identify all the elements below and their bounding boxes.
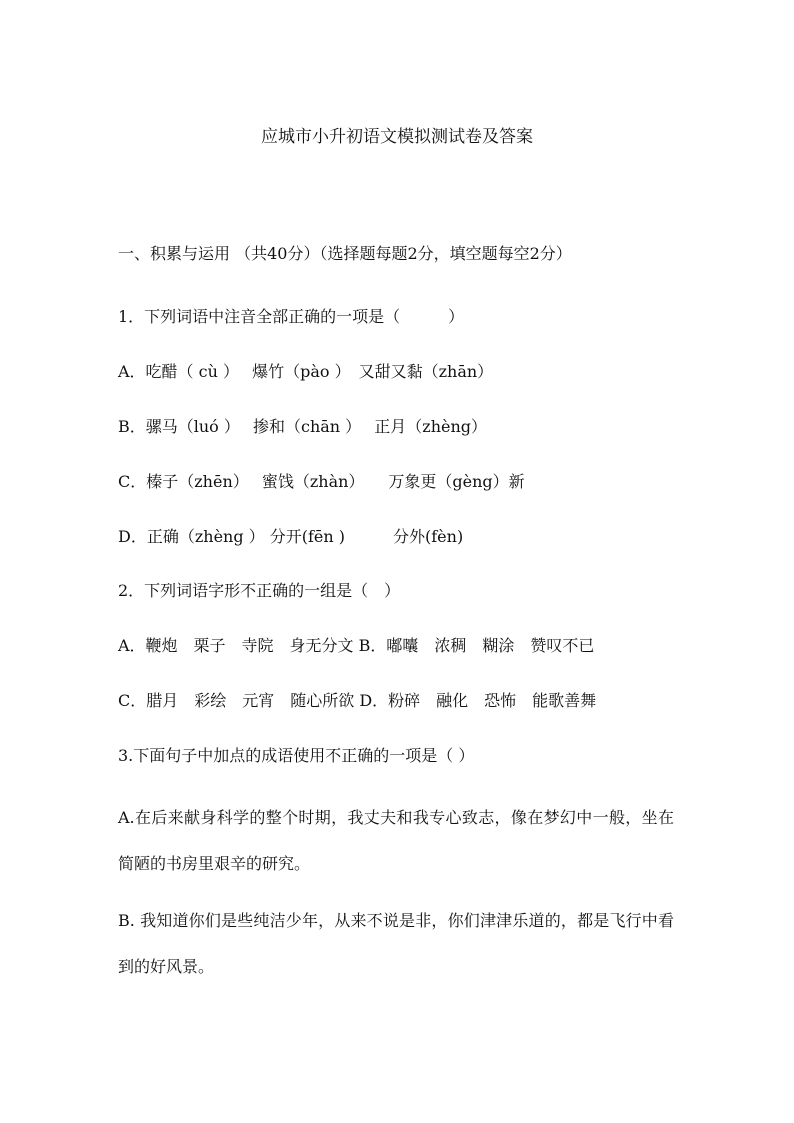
question-3-stem: 3.下面句子中加点的成语使用不正确的一项是（ ）: [118, 746, 475, 765]
question-3-option-b: B. 我知道你们是些纯洁少年，从来不说是非，你们津津乐道的，都是飞行中看到的好风景。: [118, 911, 674, 976]
question-1-option-b: B．骡马（luó ） 掺和（chān ） 正月（zhèng）: [118, 417, 488, 436]
question-1-option-a: A．吃醋（ cù ） 爆竹（pào ） 又甜又黏（zhān）: [118, 362, 494, 381]
question-2-options-cd: C．腊月 彩绘 元宵 随心所欲 D．粉碎 融化 恐怖 能歌善舞: [118, 691, 597, 710]
document-title: 应城市小升初语文模拟测试卷及答案: [261, 127, 533, 147]
question-1-stem: 1．下列词语中注音全部正确的一项是（ ）: [118, 307, 465, 326]
question-1-option-d: D．正确（zhèng ） 分开(fēn ) 分外(fèn): [118, 527, 464, 546]
section-heading: 一、积累与运用 （共40分）（选择题每题2分，填空题每空2分）: [118, 244, 572, 263]
question-3-option-a: A.在后来献身科学的整个时期，我丈夫和我专心致志，像在梦幻中一般，坐在简陋的书房里艰辛的研究。: [118, 808, 674, 873]
question-1-option-c: C．榛子（zhēn） 蜜饯（zhàn） 万象更（gèng）新: [118, 472, 525, 491]
question-2-options-ab: A．鞭炮 栗子 寺院 身无分文 B．嘟囔 浓稠 糊涂 赞叹不已: [118, 636, 595, 655]
question-2-stem: 2．下列词语字形不正确的一组是（ ）: [118, 581, 401, 600]
